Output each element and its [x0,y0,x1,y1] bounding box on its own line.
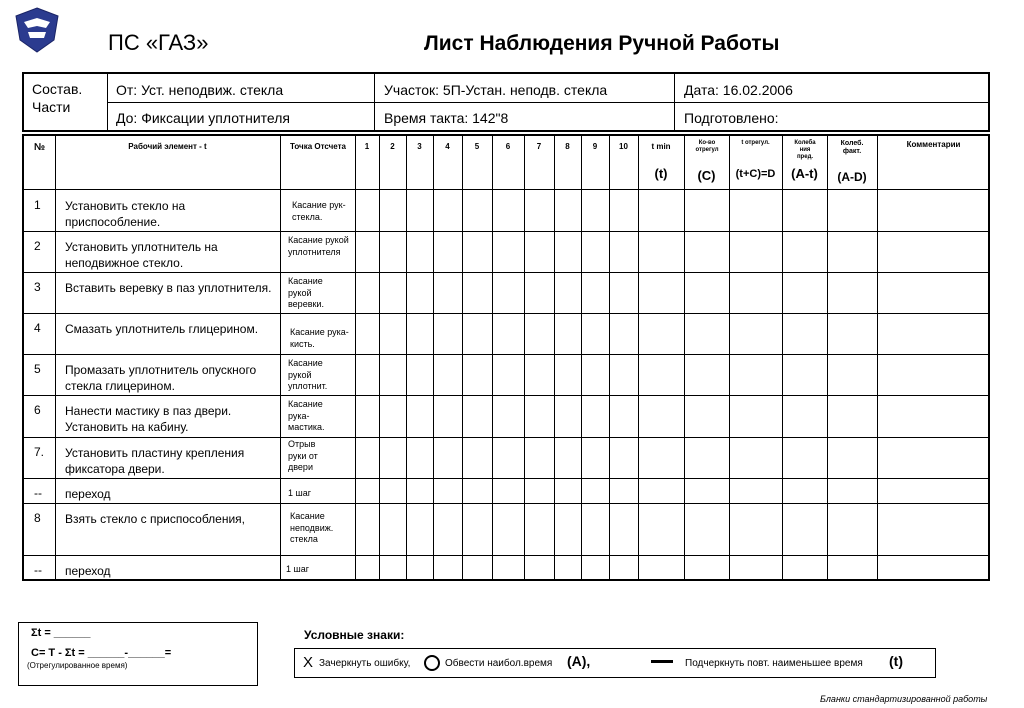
row-point: Касание рукой веревки. [288,276,324,310]
legend-a: (A), [567,653,591,669]
prepared-field: Подготовлено: [684,110,779,126]
part-label: Состав. Части [32,81,83,116]
row-point: Касание рукой уплотнит. [288,358,328,392]
from-field: От: Уст. неподвиж. стекла [116,82,284,98]
row-point: Касание рук-стекла. [292,200,346,222]
row-num: 8 [34,511,41,525]
row-element: Вставить веревку в паз уплотнителя. [65,281,272,295]
row-element: Установить стекло на приспособление. [65,199,186,230]
row-num: 4 [34,321,41,335]
takt-field: Время такта: 142"8 [384,110,509,126]
col-comments: Комментарии [906,140,961,149]
row-num: 6 [34,403,41,417]
row-num: -- [34,486,42,500]
col-obs-4: 4 [445,142,450,151]
section-field: Участок: 5П-Устан. неподв. стекла [384,82,608,98]
legend-title: Условные знаки: [304,628,405,642]
col-tmin: t min [651,142,671,151]
row-point: 1 шаг [286,564,310,574]
col-obs-7: 7 [536,142,542,151]
sym-at: (A-t) [791,166,818,181]
cross-mark: X [303,654,314,671]
sym-ad: (A-D) [837,170,867,184]
to-field: До: Фиксации уплотнителя [116,110,290,126]
row-point: Отрыв руки от двери [288,439,318,473]
sum-note: (Отрегулированное время) [27,661,128,670]
row-num: 1 [34,198,41,212]
sym-tcd: (t+C)=D [735,168,776,180]
row-point: Касание рука-кисть. [290,327,349,349]
sym-t: (t) [654,166,668,181]
observation-table [22,134,990,581]
row-point: Касание рука-мастика. [288,399,325,433]
row-num: 2 [34,239,41,253]
row-num: 7. [34,445,45,459]
col-count: Ко-во отрегул [695,140,719,154]
row-element: переход [65,487,111,501]
date-field: Дата: 16.02.2006 [684,82,793,98]
circle-icon [423,654,441,672]
underline-icon [651,660,673,664]
col-obs-1: 1 [364,142,370,151]
legend-t: (t) [889,653,903,669]
row-element: Установить пластину крепления фиксатора двери. [65,446,245,477]
legend-underline-text: Подчеркнуть повт. наименьшее время [685,658,863,669]
legend-cross-text: Зачеркнуть ошибку, [319,658,411,669]
sym-c: (C) [697,168,716,183]
row-point: 1 шаг [288,488,312,498]
row-num: 5 [34,362,41,376]
col-obs-2: 2 [390,142,395,151]
footer-text: Бланки стандартизированной работы [820,694,988,704]
row-element: Смазать уплотнитель глицерином. [65,322,259,336]
col-obs-8: 8 [565,142,570,151]
row-point: Касание неподвиж. стекла [290,511,334,545]
sum-c: C= T - Σt = ______-______= [31,647,172,659]
col-obs-9: 9 [592,142,598,151]
col-obs-5: 5 [474,142,480,151]
col-num: № [33,142,46,153]
org-name: ПС «ГАЗ» [108,30,209,55]
col-element: Рабочий элемент - t [128,142,207,151]
legend-box [294,648,936,678]
legend-circle-text: Обвести наибол.время [445,658,553,669]
info-box [22,72,990,132]
col-tadj: t отрегул. [741,140,770,146]
gaz-logo [14,6,60,54]
row-num: -- [34,563,42,577]
row-num: 3 [34,280,41,294]
col-obs-6: 6 [505,142,511,151]
col-obs-3: 3 [417,142,422,151]
row-element: переход [65,564,111,578]
col-point: Точка Отсчета [289,142,347,151]
row-element: Нанести мастику в паз двери. Установить на кабину. [65,404,232,435]
col-obs-10: 10 [619,142,628,151]
page-title: Лист Наблюдения Ручной Работы [424,32,780,55]
summary-box [18,622,258,686]
row-element: Взять стекло с приспособления, [65,512,246,526]
row-element: Установить уплотнитель на неподвижное стекло. [65,240,218,271]
row-point: Касание рукой уплотнителя [288,235,349,257]
col-var-fact: Колеб. факт. [840,140,864,156]
col-var-pred: Колеба ния пред. [794,140,816,161]
row-element: Промазать уплотнитель опускного стекла глицерином. [65,363,257,394]
sum-t: Σt = ______ [31,627,91,639]
